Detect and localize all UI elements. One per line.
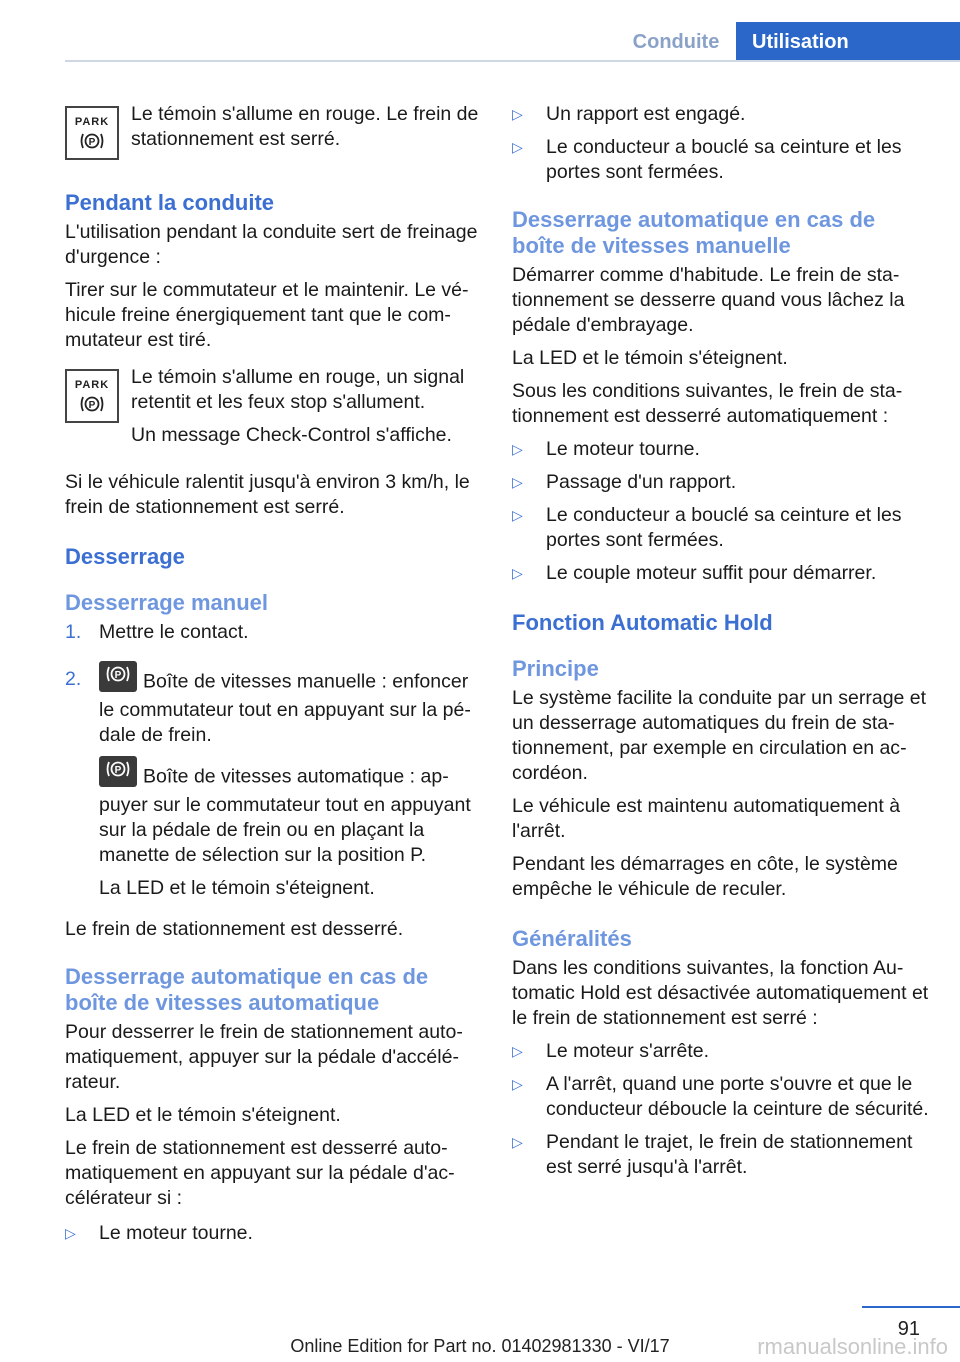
list-item [65,1221,480,1246]
header-rule [65,60,960,62]
heading-pendant-conduite: Pendant la conduite [65,190,275,215]
list-item [512,1130,932,1180]
step-text: Mettre le contact. [99,621,249,643]
heading-principe: Principe [512,656,599,681]
list-item-text: Passage d'un rapport. [546,471,737,493]
heading-generalites: Généralités [512,926,632,951]
list-item [512,135,932,185]
park-indicator-block [65,365,480,456]
paragraph: Sous les conditions suivantes, le frein de stationnement est desserré automatiquement : [512,380,903,427]
list-item-text: Pendant le trajet, le frein de stationnement est serré jusqu'à l'arrêt. [546,1131,913,1178]
list-item [512,561,932,586]
triangle-bullet-icon: ▷ [512,1076,523,1092]
step-text: La LED et le témoin s'éteignent. [99,877,375,899]
paragraph: Tirer sur le commutateur et le maintenir. Le véhicule freine énergiquement tant que le commutateur est tiré. [65,279,469,351]
park-indicator-block [65,102,480,160]
paragraph: Le système facilite la conduite par un serrage et un desserrage automatiques du frein de stationnement, par exemple en circulation en accordéon. [512,687,927,784]
parking-brake-switch-icon [99,756,137,787]
list-item [512,1039,932,1064]
paragraph: Pendant les démarrages en côte, le système empêche le véhicule de reculer. [512,853,898,900]
list-item-text: A l'arrêt, quand une porte s'ouvre et que le conducteur déboucle la ceinture de sécurité. [546,1073,929,1120]
triangle-bullet-icon: ▷ [512,565,523,581]
svg-text:P: P [88,136,96,148]
left-column [65,102,480,1254]
park-brake-icon [65,369,119,423]
edition-footer: Online Edition for Part no. 01402981330 - VI/17 [290,1336,670,1356]
svg-text:P: P [114,670,122,681]
watermark: rmanualsonline.info [757,1334,948,1359]
parking-brake-switch-icon [99,661,137,692]
list-item-text: Le couple moteur suffit pour démarrer. [546,562,877,584]
list-item-text: Le conducteur a bouclé sa ceinture et les portes sont fermées. [546,136,902,183]
park-indicator-text: Le témoin s'allume en rouge. Le frein de stationnement est serré. [131,103,479,150]
heading-desserrage-manuel: Desserrage manuel [65,590,268,615]
park-indicator-text: Un message Check-Control s'affiche. [131,424,452,446]
triangle-bullet-icon: ▷ [512,474,523,490]
list-item-text: Un rapport est engagé. [546,103,746,125]
header-tab-utilisation: Utilisation [736,22,960,62]
list-item [512,437,932,462]
right-column [512,102,932,1188]
paragraph: Démarrer comme d'habitude. Le frein de stationnement se desserre quand vous lâchez la pédale d'embrayage. [512,264,905,336]
svg-text:P: P [88,399,96,411]
park-icon-label: PARK [74,378,110,391]
triangle-bullet-icon: ▷ [512,1043,523,1059]
list-item [512,1072,932,1122]
list-item-text: Le moteur tourne. [99,1222,253,1244]
triangle-bullet-icon: ▷ [512,139,523,155]
triangle-bullet-icon: ▷ [512,507,523,523]
list-item-text: Le conducteur a bouclé sa ceinture et les portes sont fermées. [546,504,902,551]
list-item-text: Le moteur s'arrête. [546,1040,710,1062]
step-2b-text: Boîte de vitesses automatique : appuyer sur le commutateur tout en appuyant sur la pédale de frein ou en plaçant la manette de sélection sur la position P. [99,765,471,866]
heading-automatic-hold: Fonction Automatic Hold [512,610,773,635]
svg-text:P: P [114,765,122,776]
paragraph: Le véhicule est maintenu automatiquement à l'arrêt. [512,795,901,842]
list-item [512,503,932,553]
step-2a-text: Boîte de vitesses manuelle : enfoncer le commutateur tout en appuyant sur la pédale de frein. [99,670,471,746]
header-tab-conduite: Conduite [632,31,720,53]
heading-desserrage: Desserrage [65,544,185,569]
park-indicator-text: Le témoin s'allume en rouge, un signal retentit et les feux stop s'allument. [131,366,465,413]
triangle-bullet-icon: ▷ [65,1225,76,1241]
list-item [512,470,932,495]
step-text [99,762,480,868]
paragraph: Si le véhicule ralentit jusqu'à environ 3 km/h, le frein de stationnement est serré. [65,471,470,518]
paragraph: Pour desserrer le frein de stationnement automatiquement, appuyer sur la pédale d'accélérateur. [65,1021,463,1093]
step-item [65,667,480,909]
list-item-text: Le moteur tourne. [546,438,700,460]
page-number: 91 [897,1318,920,1340]
triangle-bullet-icon: ▷ [512,1134,523,1150]
triangle-bullet-icon: ▷ [512,106,523,122]
heading-desserrage-auto: Desserrage automatique en cas de boîte de vitesses automatique [65,964,429,1015]
park-icon-label: PARK [74,115,110,128]
step-number: 2. [65,668,82,690]
paragraph: Dans les conditions suivantes, la fonction Automatic Hold est désactivée automatiquement et le frein de stationnement est serré : [512,957,929,1029]
triangle-bullet-icon: ▷ [512,441,523,457]
step-number: 1. [65,621,82,643]
list-item [512,102,932,127]
paragraph: Le frein de stationnement est desserré. [65,918,404,940]
paragraph: La LED et le témoin s'éteignent. [512,347,788,369]
paragraph: L'utilisation pendant la conduite sert de freinage d'urgence : [65,221,478,268]
step-text [99,667,480,748]
park-brake-icon [65,106,119,160]
paragraph: La LED et le témoin s'éteignent. [65,1104,341,1126]
heading-desserrage-manuelle: Desserrage automatique en cas de boîte de vitesses manuelle [512,207,876,258]
page-number-rule [862,1306,960,1308]
step-item [65,620,480,653]
paragraph: Le frein de stationnement est desserré automatiquement en appuyant sur la pédale d'accélérateur si : [65,1137,455,1209]
